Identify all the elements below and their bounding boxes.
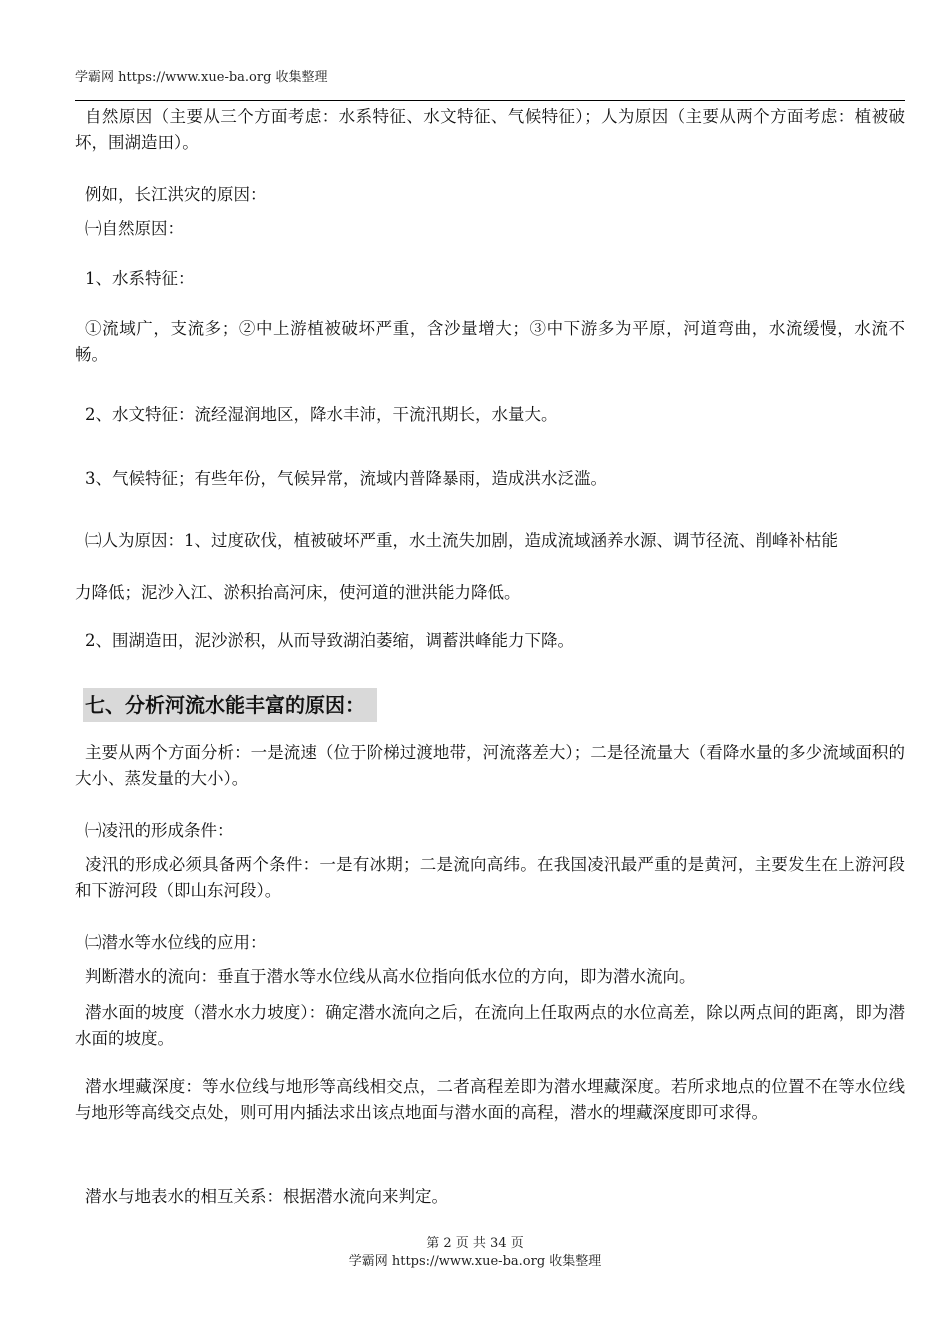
page-number: 第 2 页 共 34 页 (426, 1236, 524, 1251)
paragraph-burial-depth: 潜水埋藏深度：等水位线与地形等高线相交点，二者高程差即为潜水埋藏深度。若所求地点的位置不在等水位线与地形等高线交点处，则可用内插法求出该点地面与潜水面的高程，潜水的埋藏深度即可求得。 (75, 1077, 905, 1122)
paragraph-hydrology: 2、水文特征：流经湿润地区，降水丰沛，干流汛期长，水量大。 (85, 405, 558, 424)
paragraph-water-system: 1、水系特征： (85, 269, 195, 288)
paragraph-human-causes-line2: 力降低；泥沙入江、淤积抬高河床，使河道的泄洪能力降低。 (75, 583, 521, 602)
paragraph-flow-direction: 判断潜水的流向：垂直于潜水等水位线从高水位指向低水位的方向，即为潜水流向。 (85, 967, 696, 986)
paragraph-natural-causes-heading: ㈠自然原因： (85, 219, 184, 238)
paragraph-hydropower: 主要从两个方面分析：一是流速（位于阶梯过渡地带，河流落差大）；二是径流量大（看降水量的多少流域面积的大小、蒸发量的大小）。 (75, 743, 905, 788)
page-footer: 学霸网 https://www.xue-ba.org 收集整理 (348, 1254, 602, 1269)
paragraph-natural-human-causes: 自然原因（主要从三个方面考虑：水系特征、水文特征、气候特征）；人为原因（主要从两个方面考虑：植被破坏，围湖造田）。 (75, 107, 905, 152)
paragraph-human-causes-line1: ㈡人为原因：1、过度砍伐，植被破坏严重，水土流失加剧，造成流域涵养水源、调节径流、削峰补枯能 (85, 531, 838, 550)
paragraph-ice-flood: 凌汛的形成必须具备两个条件：一是有冰期；二是流向高纬。在我国凌汛最严重的是黄河，主要发生在上游河段和下游河段（即山东河段）。 (75, 855, 905, 900)
paragraph-water-system-details: ①流域广，支流多；②中上游植被破坏严重，含沙量增大；③中下游多为平原，河道弯曲，水流缓慢，水流不畅。 (75, 319, 905, 364)
paragraph-reclamation: 2、围湖造田，泥沙淤积，从而导致湖泊萎缩，调蓄洪峰能力下降。 (85, 631, 574, 650)
paragraph-slope: 潜水面的坡度（潜水水力坡度）：确定潜水流向之后，在流向上任取两点的水位高差，除以两点间的距离，即为潜水面的坡度。 (75, 1003, 905, 1048)
header-rule (75, 100, 905, 101)
paragraph-example: 例如，长江洪灾的原因： (85, 185, 267, 204)
paragraph-water-table-heading: ㈡潜水等水位线的应用： (85, 933, 267, 952)
paragraph-surface-water: 潜水与地表水的相互关系：根据潜水流向来判定。 (85, 1187, 448, 1206)
paragraph-climate: 3、气候特征；有些年份，气候异常，流域内普降暴雨，造成洪水泛滥。 (85, 469, 607, 488)
section-heading: 七、分析河流水能丰富的原因： (83, 688, 377, 722)
paragraph-ice-flood-heading: ㈠凌汛的形成条件： (85, 821, 234, 840)
page-header: 学霸网 https://www.xue-ba.org 收集整理 (75, 70, 328, 85)
